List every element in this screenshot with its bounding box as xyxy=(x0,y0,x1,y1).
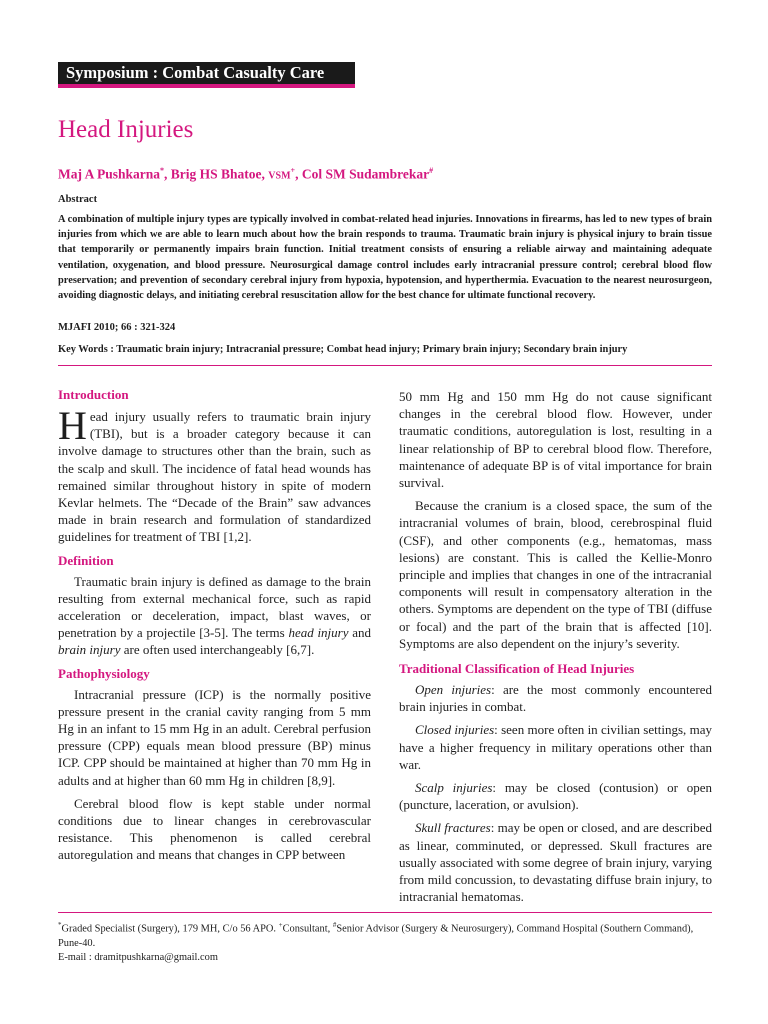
footnote-text: Senior Advisor (Surgery & Neurosurgery), Command Hospital (Southern Command), Pune-40. xyxy=(58,923,694,950)
section-heading-definition: Definition xyxy=(58,552,114,568)
introduction-text: ead injury usually refers to traumatic brain injury (TBI), but is a broader category because it can involve damage to structures other than the brain, such as the scalp and skull. The incidence of fatal head wounds has remained similar throughout history in spite of modern Kevlar helmets. The “Decade of the Brain” saw advances made in brain research and formulation of standardized guidelines for treatment of TBI [1,2]. xyxy=(58,409,371,545)
footnote-text: Graded Specialist (Surgery), 179 MH, C/o 56 APO. xyxy=(61,923,279,935)
classification-item xyxy=(399,819,712,905)
classification-item xyxy=(399,721,712,773)
definition-text: are often used interchangeably [6,7]. xyxy=(120,642,315,658)
classification-term: Open injuries xyxy=(415,682,492,698)
section-heading-introduction: Introduction xyxy=(58,387,129,402)
classification-item xyxy=(399,779,712,813)
classification-text: : may be closed (contusion) or open (puncture, laceration, or avulsion). xyxy=(399,780,712,813)
term-brain-injury: brain injury xyxy=(58,642,121,658)
symposium-banner xyxy=(58,62,355,88)
banner-text: Symposium : Combat Casualty Care xyxy=(66,63,325,82)
journal-reference: MJAFI 2010; 66 : 321-324 xyxy=(58,322,176,333)
author-mark: + xyxy=(290,166,296,175)
author-affiliations xyxy=(58,918,712,951)
author-name: Brig HS Bhatoe, xyxy=(170,166,269,182)
drop-cap: H xyxy=(58,403,87,448)
footnote-text: Consultant, xyxy=(282,923,333,935)
classification-text: : are the most commonly encountered brain injuries in combat. xyxy=(399,682,712,715)
abstract-text: A combination of multiple injury types are typically involved in combat-related head injuries. Innovations in firearms, has led to new types of brain injuries from which we are able to learn much about how the brain responds to trauma. Traumatic brain injury is physical injury to brain tissue that temporarily or permanently impairs brain function. Initial treatment consists of ensuring a reliable airway and maintaining adequate ventilation, oxygenation, and blood pressure. Neurosurgical damage control includes early intracranial pressure control; cerebral blood flow preservation; and prevention of secondary cerebral injury from hypoxia, hypotension, and hyperthermia. Evacuation to the nearest neurosurgeon, avoiding diagnostic delays, and initiating cerebral resuscitation allow for the best chance for ultimate functional recovery. xyxy=(58,214,712,302)
classification-term: Scalp injuries xyxy=(415,780,493,796)
author-name: Col SM Sudambrekar xyxy=(301,166,430,182)
right-column xyxy=(399,388,712,905)
classification-text: : seen more often in civilian settings, may have a higher frequency in military operations other than war. xyxy=(399,722,712,772)
left-column xyxy=(58,386,371,864)
classification-term: Skull fractures xyxy=(415,820,491,836)
pathophysiology-paragraph: Intracranial pressure (ICP) is the normally positive pressure present in the cranial cavity ranging from 5 mm Hg in an infant to 15 mm Hg in an adult. Cerebral perfusion pressure (CPP) equals mean blood pressure (BP) minus ICP. CPP should be maintained at higher than 70 mm Hg in adults and at higher than 60 mm Hg in children [8,9]. xyxy=(58,686,371,788)
author-list xyxy=(58,162,433,186)
continued-paragraph: 50 mm Hg and 150 mm Hg do not cause significant changes in the cerebral blood flow. However, under traumatic conditions, autoregulation is lost, resulting in a linear relationship of BP to cerebral blood flow. Therefore, maintenance of adequate BP is of vital importance for brain survival. xyxy=(399,389,712,491)
classification-text: : may be open or closed, and are described as linear, comminuted, or depressed. Skull fractures are usually associated with some degree of brain injury, varying from mild concussion, to devastating diffuse brain injury, to intracranial hematomas. xyxy=(399,820,713,905)
footnote-mark: + xyxy=(278,921,283,929)
author-email: E-mail : dramitpushkarna@gmail.com xyxy=(58,952,218,963)
footnote-mark: * xyxy=(58,921,62,929)
author-mark: * xyxy=(160,166,165,175)
article-title: Head Injuries xyxy=(58,116,194,143)
pathophysiology-paragraph: Cerebral blood flow is kept stable under normal conditions due to linear changes in cerebrovascular resistance. This phenomenon is called cerebral autoregulation and means that changes in CPP between xyxy=(58,795,371,863)
classification-term: Closed injuries xyxy=(415,722,495,738)
author-name: Maj A Pushkarna xyxy=(58,166,161,182)
definition-paragraph xyxy=(58,573,371,659)
author-separator: , xyxy=(164,166,171,182)
header-divider xyxy=(58,365,712,366)
term-head-injury: head injury xyxy=(288,625,349,641)
abstract-label: Abstract xyxy=(58,194,98,205)
section-heading-classification: Traditional Classification of Head Injuries xyxy=(399,661,635,677)
introduction-paragraph xyxy=(58,403,371,546)
section-heading-pathophysiology: Pathophysiology xyxy=(58,665,150,681)
author-mark: # xyxy=(429,166,434,175)
definition-text: Traumatic brain injury is defined as damage to the brain resulting from external mechanical force, such as rapid acceleration or deceleration, impact, blast waves, or penetration by a projectile [3-5]. The terms xyxy=(58,573,371,641)
keywords: Key Words : Traumatic brain injury; Intracranial pressure; Combat head injury; Primary brain injury; Secondary brain injury xyxy=(58,344,628,355)
footnote-divider xyxy=(58,912,712,913)
definition-text: and xyxy=(348,625,371,641)
author-separator: , xyxy=(295,166,302,182)
author-honor: VSM xyxy=(268,170,291,182)
classification-item xyxy=(399,681,712,715)
kellie-monro-paragraph: Because the cranium is a closed space, the sum of the intracranial volumes of brain, blood, cerebrospinal fluid (CSF), and other components (e.g., hematomas, mass lesions) are constant. This is called the Kellie-Monro principle and implies that changes in one of the intracranial components will result in compensatory alteration in the others. Symptoms are dependent on the type of TBI (diffuse or focal) and the part of the brain that is affected [10]. Symptoms are also dependent on the injury’s severity. xyxy=(399,498,712,651)
footnote-mark: # xyxy=(332,921,337,929)
